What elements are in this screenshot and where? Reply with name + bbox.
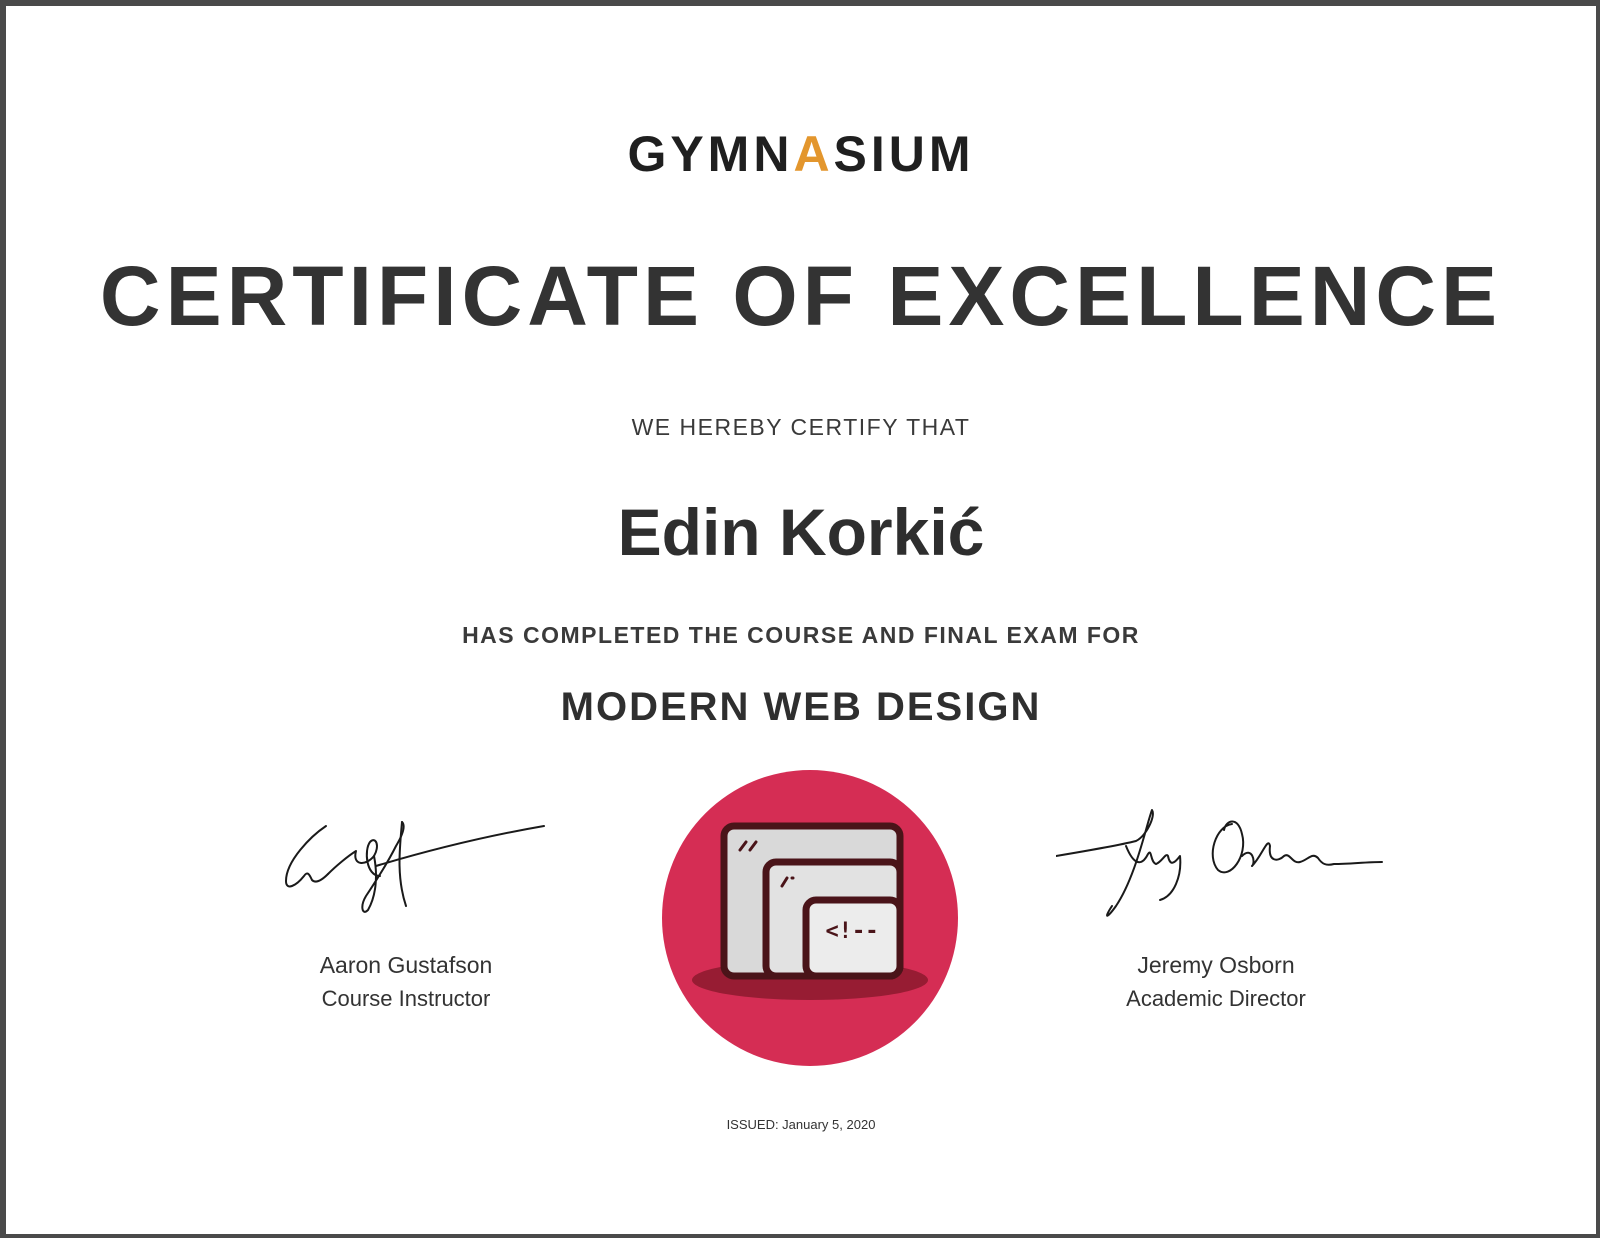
signer-name: Aaron Gustafson <box>319 952 493 978</box>
certify-text: WE HEREBY CERTIFY THAT <box>631 414 971 440</box>
issued-date: ISSUED: January 5, 2020 <box>726 1117 876 1132</box>
signer-name: Jeremy Osborn <box>1137 952 1295 978</box>
signer-instructor <box>246 806 566 1011</box>
completed-text: HAS COMPLETED THE COURSE AND FINAL EXAM FOR <box>462 622 1140 648</box>
recipient-name: Edin Korkić <box>617 495 985 569</box>
signature-aaron-gustafson <box>256 806 556 936</box>
signer-role: Academic Director <box>1126 986 1306 1011</box>
code-comment-text: <!-- <box>825 919 879 944</box>
course-title: MODERN WEB DESIGN <box>560 685 1042 729</box>
logo-text-end: SIUM <box>833 126 975 182</box>
signature-jeremy-osborn <box>1056 806 1386 936</box>
gymnasium-logo <box>6 124 1596 184</box>
browser-windows-icon <box>662 770 958 1066</box>
signer-director <box>1056 806 1376 1011</box>
signer-role: Course Instructor <box>321 986 491 1011</box>
logo-text-accent: A <box>793 126 834 182</box>
logo-text-start: GYMN <box>627 126 794 182</box>
certificate-title: CERTIFICATE OF EXCELLENCE <box>99 249 1503 343</box>
